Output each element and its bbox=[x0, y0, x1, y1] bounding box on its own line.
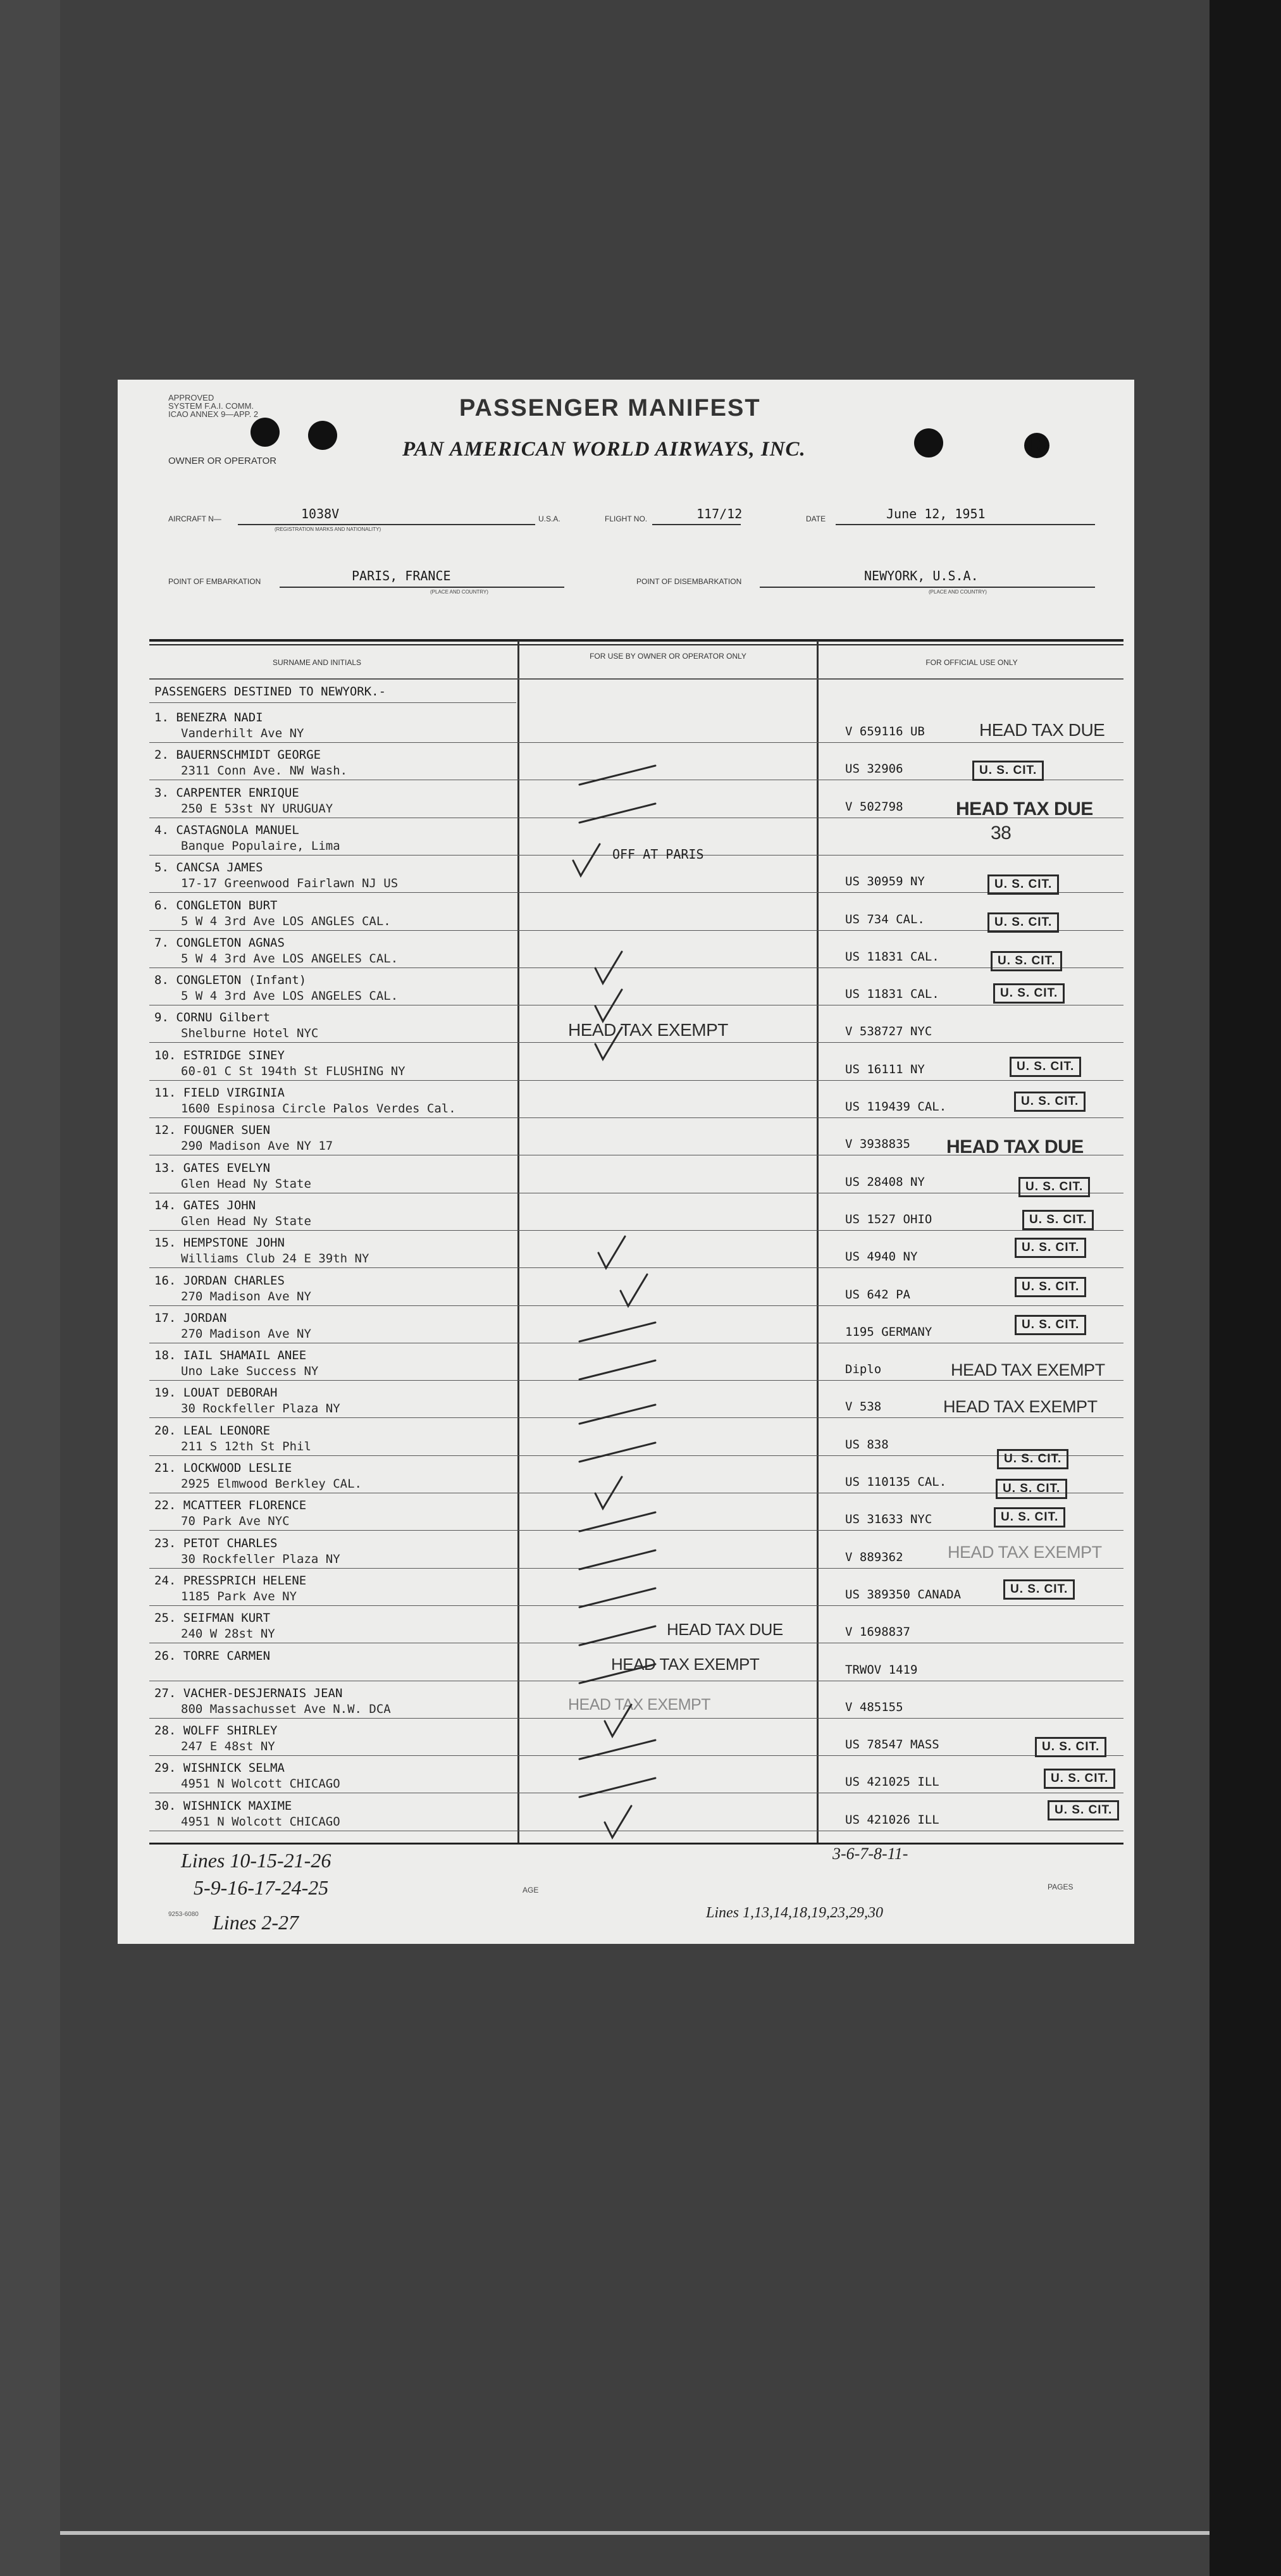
passenger-address: 2311 Conn Ave. NW Wash. bbox=[181, 764, 348, 778]
column-divider bbox=[817, 640, 819, 1843]
passenger-name: 26. TORRE CARMEN bbox=[154, 1648, 271, 1663]
head-tax-due-stamp: HEAD TAX DUE bbox=[956, 799, 1093, 819]
handwritten-note: 3-6-7-8-11- bbox=[832, 1845, 908, 1863]
column-divider bbox=[517, 640, 519, 1843]
passenger-address: 17-17 Greenwood Fairlawn NJ US bbox=[181, 876, 399, 891]
official-entry: US 31633 NYC bbox=[845, 1512, 932, 1527]
passenger-address: 270 Madison Ave NY bbox=[181, 1326, 311, 1341]
official-entry: US 389350 CANADA bbox=[845, 1587, 962, 1602]
official-entry: V 889362 bbox=[845, 1550, 903, 1564]
passenger-name: 2. BAUERNSCHMIDT GEORGE bbox=[154, 748, 321, 762]
punch-hole bbox=[251, 418, 280, 447]
passenger-name: 23. PETOT CHARLES bbox=[154, 1536, 278, 1550]
passenger-name: 1. BENEZRA NADI bbox=[154, 711, 263, 725]
head-tax-exempt-stamp: HEAD TAX EXEMPT bbox=[948, 1543, 1102, 1562]
disembarkation-value: NEWYORK, U.S.A. bbox=[864, 568, 979, 583]
passenger-address: Glen Head Ny State bbox=[181, 1176, 311, 1191]
manifest-sheet bbox=[118, 380, 1134, 1944]
passenger-name: 10. ESTRIDGE SINEY bbox=[154, 1048, 285, 1062]
flight-value: 117/12 bbox=[696, 506, 743, 521]
passenger-name: 27. VACHER-DESJERNAIS JEAN bbox=[154, 1686, 343, 1700]
scanner-background-right bbox=[1210, 0, 1281, 2576]
scanner-edge-line bbox=[60, 2531, 1210, 2535]
official-entry: US 119439 CAL. bbox=[845, 1100, 947, 1114]
official-entry: US 734 CAL. bbox=[845, 912, 925, 926]
passenger-address: 30 Rockfeller Plaza NY bbox=[181, 1552, 340, 1566]
flight-label: FLIGHT NO. bbox=[605, 514, 648, 523]
punch-hole bbox=[914, 428, 943, 457]
passenger-address: 70 Park Ave NYC bbox=[181, 1514, 290, 1529]
us-cit-stamp: U. S. CIT. bbox=[1018, 1177, 1090, 1197]
scanner-background-left bbox=[0, 0, 60, 2576]
aircraft-sub-label: (REGISTRATION MARKS AND NATIONALITY) bbox=[275, 526, 381, 532]
embarkation-sub-label: (PLACE AND COUNTRY) bbox=[430, 589, 488, 595]
official-entry: Diplo bbox=[845, 1362, 882, 1377]
official-entry: US 421025 ILL bbox=[845, 1775, 939, 1789]
head-tax-exempt-stamp: HEAD TAX EXEMPT bbox=[568, 1696, 710, 1714]
passenger-address: Williams Club 24 E 39th NY bbox=[181, 1252, 369, 1266]
column-header-official: FOR OFFICIAL USE ONLY bbox=[925, 658, 1018, 667]
official-entry: US 16111 NY bbox=[845, 1062, 925, 1076]
section-heading: PASSENGERS DESTINED TO NEWYORK.- bbox=[154, 685, 387, 699]
passenger-address: Glen Head Ny State bbox=[181, 1214, 311, 1228]
official-entry: V 502798 bbox=[845, 799, 903, 814]
us-cit-stamp: U. S. CIT. bbox=[972, 761, 1044, 781]
official-entry: 1195 GERMANY bbox=[845, 1324, 932, 1339]
aircraft-label: AIRCRAFT N— bbox=[168, 514, 221, 523]
disembarkation-sub-label: (PLACE AND COUNTRY) bbox=[929, 589, 987, 595]
table-top-rule bbox=[149, 639, 1123, 642]
passenger-name: 22. MCATTEER FLORENCE bbox=[154, 1498, 307, 1513]
date-value: June 12, 1951 bbox=[886, 506, 986, 521]
embarkation-line bbox=[280, 587, 564, 588]
us-cit-stamp: U. S. CIT. bbox=[991, 951, 1062, 971]
official-entry: V 538 bbox=[845, 1400, 882, 1414]
passenger-address: 247 E 48st NY bbox=[181, 1739, 275, 1754]
passenger-address: 1600 Espinosa Circle Palos Verdes Cal. bbox=[181, 1102, 456, 1116]
official-entry: US 11831 CAL. bbox=[845, 987, 939, 1002]
date-line bbox=[836, 524, 1095, 525]
official-entry: V 3938835 bbox=[845, 1137, 910, 1152]
official-entry: US 78547 MASS bbox=[845, 1738, 939, 1752]
passenger-address: 4951 N Wolcott CHICAGO bbox=[181, 1777, 340, 1791]
passenger-address: 211 S 12th St Phil bbox=[181, 1439, 311, 1453]
airline-name: PAN AMERICAN WORLD AIRWAYS, INC. bbox=[402, 438, 806, 461]
passenger-name: 20. LEAL LEONORE bbox=[154, 1423, 271, 1438]
passenger-name: 8. CONGLETON (Infant) bbox=[154, 973, 307, 988]
us-cit-stamp: U. S. CIT. bbox=[987, 874, 1059, 895]
passenger-address: 2925 Elmwood Berkley CAL. bbox=[181, 1477, 362, 1491]
head-tax-exempt-stamp: HEAD TAX EXEMPT bbox=[951, 1360, 1105, 1379]
handwritten-note: 5-9-16-17-24-25 bbox=[194, 1876, 329, 1899]
official-entry: US 421026 ILL bbox=[845, 1812, 939, 1827]
head-tax-exempt-stamp: HEAD TAX EXEMPT bbox=[943, 1397, 1098, 1416]
passenger-address: 250 E 53st NY URUGUAY bbox=[181, 801, 333, 816]
passenger-address: 30 Rockfeller Plaza NY bbox=[181, 1402, 340, 1416]
us-cit-stamp: U. S. CIT. bbox=[993, 983, 1065, 1004]
head-tax-due-stamp: HEAD TAX DUE bbox=[667, 1620, 783, 1639]
us-cit-stamp: U. S. CIT. bbox=[1022, 1210, 1094, 1230]
page-number: 10 bbox=[1024, 431, 1048, 457]
official-entry: US 28408 NY bbox=[845, 1174, 925, 1189]
us-cit-stamp: U. S. CIT. bbox=[1014, 1092, 1086, 1112]
passenger-name: 16. JORDAN CHARLES bbox=[154, 1273, 285, 1288]
passenger-address: 5 W 4 3rd Ave LOS ANGELES CAL. bbox=[181, 951, 399, 966]
passenger-address: 60-01 C St 194th St FLUSHING NY bbox=[181, 1064, 405, 1078]
passenger-address: Banque Populaire, Lima bbox=[181, 838, 340, 853]
us-cit-stamp: U. S. CIT. bbox=[1010, 1057, 1081, 1077]
embarkation-label: POINT OF EMBARKATION bbox=[168, 577, 261, 586]
column-header-surname: SURNAME AND INITIALS bbox=[272, 658, 362, 667]
passenger-address: 800 Massachusset Ave N.W. DCA bbox=[181, 1702, 391, 1716]
passenger-name: 14. GATES JOHN bbox=[154, 1198, 256, 1212]
embarkation-value: PARIS, FRANCE bbox=[352, 568, 451, 583]
passenger-name: 13. GATES EVELYN bbox=[154, 1160, 271, 1175]
us-cit-stamp: U. S. CIT. bbox=[1003, 1579, 1075, 1600]
official-entry: US 110135 CAL. bbox=[845, 1475, 947, 1489]
passenger-address: 5 W 4 3rd Ave LOS ANGELES CAL. bbox=[181, 989, 399, 1004]
form-number: 9253-6080 bbox=[168, 1911, 199, 1918]
punch-hole bbox=[308, 421, 337, 450]
handwritten-note: Lines 2-27 bbox=[213, 1911, 299, 1934]
head-tax-exempt-stamp: HEAD TAX EXEMPT bbox=[568, 1020, 728, 1040]
passenger-name: 15. HEMPSTONE JOHN bbox=[154, 1236, 285, 1250]
head-tax-due-stamp: HEAD TAX DUE bbox=[979, 720, 1105, 740]
header-rule bbox=[149, 678, 1123, 680]
official-entry: V 485155 bbox=[845, 1700, 903, 1714]
passenger-name: 9. CORNU Gilbert bbox=[154, 1011, 271, 1025]
head-tax-exempt-stamp: HEAD TAX EXEMPT bbox=[611, 1655, 760, 1674]
us-cit-stamp: U. S. CIT. bbox=[1048, 1800, 1119, 1820]
us-cit-stamp: U. S. CIT. bbox=[997, 1449, 1068, 1469]
aircraft-line bbox=[238, 524, 535, 525]
official-entry: US 4940 NY bbox=[845, 1250, 918, 1264]
official-entry: US 1527 OHIO bbox=[845, 1212, 932, 1226]
us-cit-stamp: U. S. CIT. bbox=[1044, 1769, 1115, 1789]
aircraft-value: 1038V bbox=[301, 506, 340, 521]
passenger-name: 19. LOUAT DEBORAH bbox=[154, 1386, 278, 1400]
passenger-address: 1185 Park Ave NY bbox=[181, 1589, 297, 1603]
passenger-name: 21. LOCKWOOD LESLIE bbox=[154, 1461, 292, 1475]
off-at-paris-note: OFF AT PARIS bbox=[612, 847, 704, 862]
passenger-name: 29. WISHNICK SELMA bbox=[154, 1761, 285, 1776]
table-top-rule bbox=[149, 644, 1123, 645]
table-bottom-rule bbox=[149, 1843, 1123, 1845]
check-marks bbox=[560, 709, 750, 1848]
document-title: PASSENGER MANIFEST bbox=[459, 395, 761, 421]
official-entry: V 538727 NYC bbox=[845, 1024, 932, 1039]
passenger-name: 18. IAIL SHAMAIL ANEE bbox=[154, 1348, 307, 1363]
passenger-name: 25. SEIFMAN KURT bbox=[154, 1611, 271, 1626]
official-entry: US 11831 CAL. bbox=[845, 949, 939, 964]
us-cit-stamp: U. S. CIT. bbox=[996, 1479, 1067, 1499]
passenger-address: 5 W 4 3rd Ave LOS ANGLES CAL. bbox=[181, 914, 391, 928]
passenger-name: 5. CANCSA JAMES bbox=[154, 861, 263, 875]
official-entry: US 642 PA bbox=[845, 1287, 910, 1302]
owner-label: OWNER OR OPERATOR bbox=[168, 456, 277, 466]
head-tax-due-stamp: HEAD TAX DUE bbox=[946, 1136, 1084, 1157]
official-entry: V 1698837 bbox=[845, 1625, 910, 1640]
passenger-name: 17. JORDAN bbox=[154, 1310, 227, 1325]
passenger-name: 6. CONGLETON BURT bbox=[154, 898, 278, 912]
official-entry: US 30959 NY bbox=[845, 874, 925, 889]
disembarkation-label: POINT OF DISEMBARKATION bbox=[636, 577, 742, 586]
passenger-address: Vanderhilt Ave NY bbox=[181, 726, 304, 740]
passenger-address: 4951 N Wolcott CHICAGO bbox=[181, 1814, 340, 1829]
official-entry: US 838 bbox=[845, 1437, 889, 1452]
passenger-name: 3. CARPENTER ENRIQUE bbox=[154, 785, 299, 800]
pages-label: PAGES bbox=[1048, 1882, 1074, 1891]
passenger-name: 12. FOUGNER SUEN bbox=[154, 1123, 271, 1138]
us-cit-stamp: U. S. CIT. bbox=[1015, 1238, 1086, 1258]
us-cit-stamp: U. S. CIT. bbox=[1015, 1315, 1086, 1335]
official-entry: US 32906 bbox=[845, 762, 903, 776]
passenger-address: 240 W 28st NY bbox=[181, 1627, 275, 1641]
passenger-name: 4. CASTAGNOLA MANUEL bbox=[154, 823, 299, 837]
passenger-name: 28. WOLFF SHIRLEY bbox=[154, 1724, 278, 1738]
handwritten-note: Lines 10-15-21-26 bbox=[181, 1849, 331, 1872]
date-label: DATE bbox=[806, 514, 826, 523]
passenger-name: 30. WISHNICK MAXIME bbox=[154, 1798, 292, 1813]
us-cit-stamp: U. S. CIT. bbox=[994, 1507, 1065, 1528]
column-header-operator: FOR USE BY OWNER OR OPERATOR ONLY bbox=[590, 652, 746, 661]
passenger-address: 290 Madison Ave NY 17 bbox=[181, 1139, 333, 1154]
flight-line bbox=[652, 524, 741, 525]
approval-block: APPROVED SYSTEM F.A.I. COMM. ICAO ANNEX 9—APP. 2 bbox=[168, 393, 259, 419]
age-label: AGE bbox=[523, 1886, 539, 1895]
us-cit-stamp: U. S. CIT. bbox=[1015, 1277, 1086, 1297]
country-label: U.S.A. bbox=[538, 514, 560, 523]
passenger-address: 270 Madison Ave NY bbox=[181, 1289, 311, 1304]
passenger-address: Shelburne Hotel NYC bbox=[181, 1026, 319, 1041]
handwritten-note: Lines 1,13,14,18,19,23,29,30 bbox=[706, 1905, 884, 1921]
passenger-name: 24. PRESSPRICH HELENE bbox=[154, 1573, 307, 1588]
section-underline bbox=[149, 702, 516, 703]
official-entry: TRWOV 1419 bbox=[845, 1662, 918, 1677]
us-cit-stamp: U. S. CIT. bbox=[987, 912, 1059, 933]
official-entry: V 659116 UB bbox=[845, 725, 925, 738]
stamp-number: 38 bbox=[991, 823, 1012, 843]
disembarkation-line bbox=[760, 587, 1095, 588]
passenger-name: 11. FIELD VIRGINIA bbox=[154, 1086, 285, 1100]
us-cit-stamp: U. S. CIT. bbox=[1035, 1737, 1106, 1757]
passenger-address: Uno Lake Success NY bbox=[181, 1364, 319, 1379]
passenger-name: 7. CONGLETON AGNAS bbox=[154, 935, 285, 950]
